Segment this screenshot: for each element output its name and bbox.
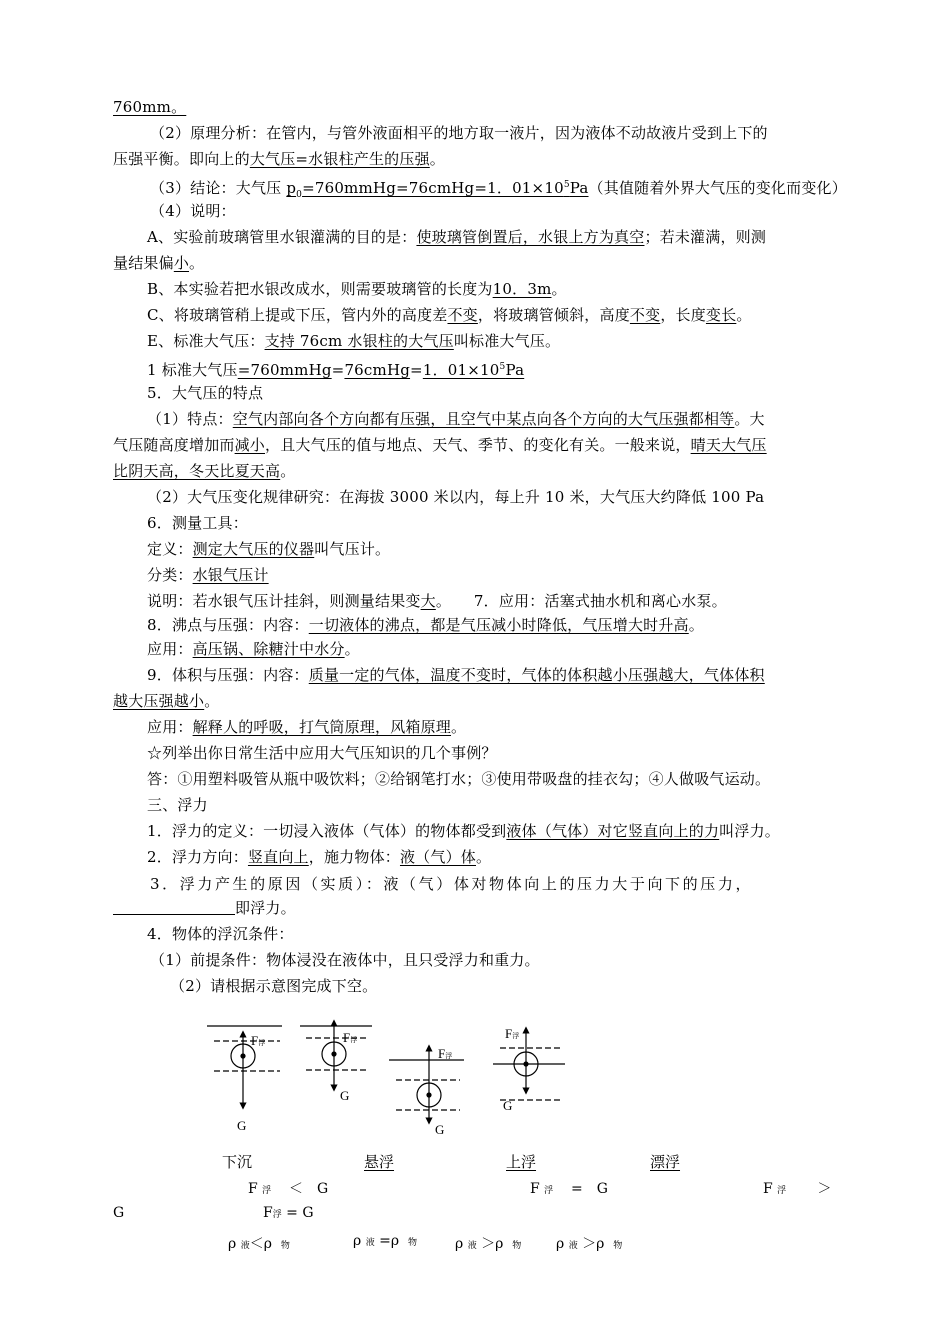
subscript: 液 <box>467 1241 477 1251</box>
text-line <box>147 638 360 660</box>
text: 说明：若水银气压计挂斜，则测量结果变 <box>147 592 421 610</box>
text: 叫浮力。 <box>719 822 780 840</box>
text: 1．浮力的定义：一切浸入液体（气体）的物体都受到 <box>147 822 507 840</box>
text-line: ☆列举出你日常生活中应用大气压知识的几个事例？ <box>147 744 497 762</box>
underlined-answer: 越大压强越小 <box>113 692 205 710</box>
text: ρ <box>353 1233 362 1249</box>
subscript: 物 <box>408 1238 418 1248</box>
underlined-answer: 10．3m <box>492 280 552 298</box>
underlined-answer: =760mmHg=76cmHg=1．01×10 <box>302 179 564 197</box>
underlined-answer: p <box>286 179 297 197</box>
subscript: 浮 <box>272 1210 282 1220</box>
condition-suspend <box>530 1178 608 1198</box>
text-line <box>113 897 296 919</box>
subscript: 液 <box>240 1241 250 1251</box>
text: 。 <box>451 718 467 736</box>
text: 压强平衡。即向上的 <box>113 150 250 168</box>
text: 。 <box>475 848 492 866</box>
underlined-answer: =760mmHg <box>237 361 332 379</box>
text-line: （2）原理分析：在管内，与管外液面相平的地方取一液片，因为液体不动故液片受到上下的 <box>150 124 768 142</box>
subscript: 液 <box>365 1238 375 1248</box>
underlined-answer: 变长 <box>705 306 737 324</box>
text-line <box>147 846 491 868</box>
text: F <box>248 1181 258 1197</box>
underlined-answer: 晴天大气压 <box>690 436 767 454</box>
caption-suspend: 悬浮 <box>364 1153 395 1171</box>
text: 应用： <box>147 640 193 658</box>
text: ，施力物体： <box>308 848 400 866</box>
section-heading: 5．大气压的特点 <box>147 384 264 402</box>
text: 。 7．应用：活塞式抽水机和离心水泵。 <box>435 592 727 610</box>
text: 。 <box>551 280 567 298</box>
text-line <box>147 564 269 586</box>
section-heading: 三、浮力 <box>147 796 208 814</box>
underlined-answer: 不变 <box>629 306 661 324</box>
text: ；若未灌满，则测 <box>644 228 767 246</box>
text-line: 3．浮力产生的原因（实质）：液（气）体对物体向上的压力大于向下的压力， <box>150 875 754 893</box>
underlined-answer: 液体（气体）对它竖直向上的力 <box>506 822 720 840</box>
text: F <box>263 1205 273 1221</box>
text: A、实验前玻璃管里水银灌满的目的是： <box>147 228 417 246</box>
caption-rise: 上浮 <box>506 1153 537 1171</box>
fill-in-blank[interactable] <box>113 899 235 915</box>
underlined-answer: 大气压=水银柱产生的压强 <box>249 150 430 168</box>
text: 。 <box>736 306 752 324</box>
gravity-label: G <box>435 1122 445 1137</box>
condition-rise-cont: G <box>113 1205 125 1221</box>
subscript: 液 <box>568 1241 578 1251</box>
floating-figure <box>493 1030 565 1100</box>
condition-rise <box>763 1178 831 1198</box>
text: ＞ <box>817 1181 832 1197</box>
density-float <box>556 1233 622 1253</box>
suspended-figure <box>300 1023 372 1088</box>
text-line <box>147 356 524 381</box>
subscript: 物 <box>613 1241 623 1251</box>
text: E、标准大气压： <box>147 332 265 350</box>
superscript: 5 <box>499 362 506 372</box>
text: 。 <box>204 692 220 710</box>
density-sink <box>228 1233 290 1253</box>
text-line <box>147 278 567 300</box>
text: ＞ρ <box>481 1236 504 1252</box>
force-label: F <box>343 1030 351 1045</box>
subscript: 浮 <box>262 1186 272 1196</box>
text-line <box>150 174 847 206</box>
text: ρ <box>556 1236 565 1252</box>
text: 气压随高度增加而 <box>113 436 235 454</box>
text: （3）结论：大气压 <box>150 179 287 197</box>
text: F <box>763 1181 773 1197</box>
text: 。大 <box>734 410 765 428</box>
text: 2．浮力方向： <box>147 848 248 866</box>
underlined-answer: 解释人的呼吸，打气筒原理，风箱原理 <box>192 718 452 736</box>
underlined-answer: 比阴天高，冬天比夏天高 <box>113 462 281 480</box>
buoyancy-diagram <box>200 1018 580 1138</box>
text-line: （1）前提条件：物体浸没在液体中，且只受浮力和重力。 <box>150 951 540 969</box>
section-heading: 4．物体的浮沉条件： <box>147 925 294 943</box>
condition-sink <box>248 1178 328 1198</box>
text: =ρ <box>379 1233 400 1249</box>
force-label: F <box>505 1026 513 1041</box>
superscript: 5 <box>563 180 570 190</box>
text: 即浮力。 <box>235 899 296 917</box>
text-line <box>147 226 766 248</box>
underlined-answer: 支持 76cm 水银柱的大气压 <box>264 332 454 350</box>
condition-float <box>263 1205 314 1221</box>
underlined-answer: 质量一定的气体，温度不变时，气体的体积越小压强越大，气体体积 <box>308 666 765 684</box>
text: ＜ G <box>289 1181 329 1197</box>
text-line <box>147 820 780 842</box>
text-line <box>113 148 445 170</box>
text: F <box>530 1181 540 1197</box>
caption-float: 漂浮 <box>650 1153 681 1171</box>
density-suspend <box>353 1233 417 1249</box>
text: 8．沸点与压强：内容： <box>147 616 309 634</box>
subscript: 物 <box>280 1241 290 1251</box>
underlined-answer: 竖直向上 <box>247 848 309 866</box>
density-rise <box>455 1233 521 1253</box>
svg-text:F浮 <box>343 1030 357 1045</box>
text: C、将玻璃管稍上提或下压，管内外的高度差 <box>147 306 448 324</box>
text-line <box>147 408 765 430</box>
underlined-answer: Pa <box>505 361 525 379</box>
underlined-answer: 一切液体的沸点，都是气压减小时降低，气压增大时升高 <box>308 616 689 634</box>
text: 分类： <box>147 566 193 584</box>
text: （1）特点： <box>147 410 233 428</box>
text: = G <box>571 1181 608 1197</box>
text-line: （4）说明： <box>150 202 236 220</box>
underlined-answer: 高压锅、除糖汁中水分 <box>192 640 345 658</box>
text-line <box>147 614 704 636</box>
text: 应用： <box>147 718 193 736</box>
text: 9．体积与压强：内容： <box>147 666 309 684</box>
text-line: 760mm。 <box>113 98 187 116</box>
text-line: （2）大气压变化规律研究：在海拔 3000 米以内，每上升 10 米，大气压大约降低 100 Pa <box>147 488 765 506</box>
text: 1 标准大气压 <box>147 361 238 379</box>
text-line <box>113 434 767 456</box>
text: 量结果偏 <box>113 254 174 272</box>
text: ρ <box>228 1236 237 1252</box>
underlined-answer: 1．01×10 <box>422 361 500 379</box>
underlined-answer: 小 <box>173 254 190 272</box>
text-line <box>147 590 727 612</box>
text: 。 <box>189 254 205 272</box>
gravity-label: G <box>340 1088 350 1103</box>
subscript: 0 <box>296 190 303 200</box>
gravity-label: G <box>237 1118 247 1133</box>
subscript: 物 <box>512 1241 522 1251</box>
text: 。 <box>280 462 296 480</box>
text-line <box>147 664 765 686</box>
text: （其值随着外界大气压的变化而变化） <box>588 179 847 197</box>
text-line <box>113 690 219 712</box>
text-line <box>147 538 390 560</box>
force-label: F <box>251 1033 259 1048</box>
underlined-answer: 测定大气压的仪器 <box>192 540 315 558</box>
text: 叫气压计。 <box>314 540 391 558</box>
force-label-subscript: 浮 <box>445 1052 453 1060</box>
text-line <box>147 304 752 326</box>
text: = <box>410 361 423 379</box>
svg-text:F浮 <box>505 1026 519 1041</box>
text: 叫标准大气压。 <box>453 332 561 350</box>
force-label-subscript: 浮 <box>512 1032 520 1040</box>
text: ，且大气压的值与地点、天气、季节、的变化有关。一般来说， <box>265 436 691 454</box>
underlined-answer: 使玻璃管倒置后，水银上方为真空 <box>416 228 645 246</box>
underlined-answer: 不变 <box>447 306 478 324</box>
text: 。 <box>429 150 445 168</box>
force-label-subscript: 浮 <box>258 1039 266 1047</box>
text-line: 答：①用塑料吸管从瓶中吸饮料；②给钢笔打水；③使用带吸盘的挂衣勾；④人做吸气运动。 <box>147 770 771 788</box>
sinking-figure <box>207 1026 282 1106</box>
underlined-answer: Pa <box>569 179 589 197</box>
text: 。 <box>344 640 360 658</box>
subscript: 浮 <box>544 1186 554 1196</box>
force-label-subscript: 浮 <box>350 1036 358 1044</box>
text: 定义： <box>147 540 193 558</box>
text: ，长度 <box>660 306 706 324</box>
force-label: F <box>438 1046 446 1061</box>
text: ，将玻璃管倾斜，高度 <box>477 306 630 324</box>
section-heading: 6．测量工具： <box>147 514 248 532</box>
subscript: 浮 <box>777 1186 787 1196</box>
underlined-answer: 大 <box>420 592 436 610</box>
text-line <box>147 330 560 352</box>
text: = G <box>281 1205 314 1221</box>
caption-sink: 下沉 <box>222 1153 253 1171</box>
text-line: （2）请根据示意图完成下空。 <box>170 977 378 995</box>
text: 。 <box>688 616 704 634</box>
underlined-answer: 空气内部向各个方向都有压强，且空气中某点向各个方向的大气压强都相等 <box>232 410 735 428</box>
gravity-label: G <box>503 1098 513 1113</box>
text: ＞ρ <box>582 1236 605 1252</box>
text: = <box>331 361 345 379</box>
underlined-answer: 减小 <box>234 436 266 454</box>
text: B、本实验若把水银改成水，则需要玻璃管的长度为 <box>147 280 493 298</box>
underlined-answer: 水银气压计 <box>192 566 269 584</box>
text: ＜ρ <box>249 1236 272 1252</box>
underlined-answer: 76cmHg <box>344 361 411 379</box>
rising-figure <box>389 1048 464 1121</box>
text: ρ <box>455 1236 464 1252</box>
svg-text:F浮 <box>438 1046 452 1061</box>
text-line <box>113 460 295 482</box>
text-line <box>113 252 204 274</box>
text-line <box>147 716 466 738</box>
underlined-answer: 液（气）体 <box>399 848 476 866</box>
svg-text:F浮 <box>251 1033 265 1048</box>
